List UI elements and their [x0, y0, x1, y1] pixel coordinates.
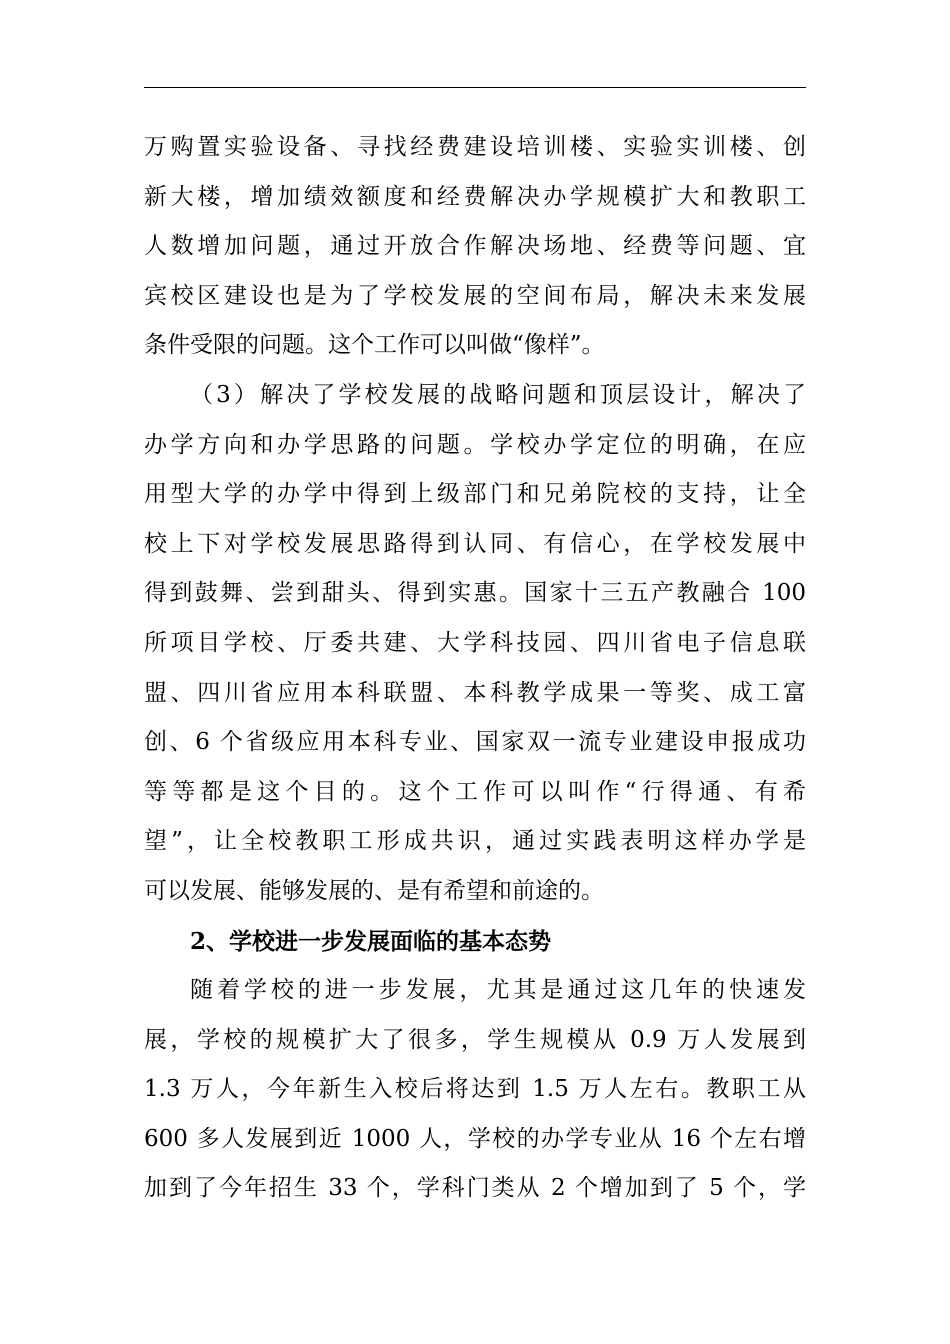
text-line: 盟、四川省应用本科联盟、本科教学成果一等奖、成工富 — [144, 679, 806, 706]
text-line: 展，学校的规模扩大了很多，学生规模从 0.9 万人发展到 — [144, 1026, 806, 1053]
text-line: 所项目学校、厅委共建、大学科技园、四川省电子信息联 — [144, 629, 806, 656]
text-line: 1.3 万人，今年新生入校后将达到 1.5 万人左右。教职工从 — [144, 1076, 806, 1103]
text-line: 得到鼓舞、尝到甜头、得到实惠。国家十三五产教融合 100 — [144, 580, 806, 607]
text-line: （3）解决了学校发展的战略问题和顶层设计，解决了 — [190, 381, 806, 408]
text-line: 随着学校的进一步发展，尤其是通过这几年的快速发 — [190, 977, 806, 1004]
text-line: 人数增加问题，通过开放合作解决场地、经费等问题、宜 — [144, 233, 806, 260]
text-line: 校上下对学校发展思路得到认同、有信心，在学校发展中 — [144, 530, 806, 557]
text-line: 条件受限的问题。这个工作可以叫做“像样”。 — [144, 332, 605, 359]
text-line: 600 多人发展到近 1000 人，学校的办学专业从 16 个左右增 — [144, 1125, 806, 1152]
text-line: 办学方向和办学思路的问题。学校办学定位的明确，在应 — [144, 431, 806, 458]
text-line: 宾校区建设也是为了学校发展的空间布局，解决未来发展 — [144, 282, 806, 309]
text-line: 新大楼，增加绩效额度和经费解决办学规模扩大和教职工 — [144, 183, 806, 210]
text-line: 加到了今年招生 33 个，学科门类从 2 个增加到了 5 个，学 — [144, 1175, 806, 1202]
text-line: 可以发展、能够发展的、是有希望和前途的。 — [144, 877, 604, 904]
document-body — [144, 123, 806, 1214]
text-line: 万购置实验设备、寻找经费建设培训楼、实验实训楼、创 — [144, 134, 806, 160]
header-rule — [144, 87, 806, 88]
text-line: 望”，让全校教职工形成共识，通过实践表明这样办学是 — [144, 828, 806, 855]
text-line: 用型大学的办学中得到上级部门和兄弟院校的支持，让全 — [144, 481, 806, 508]
section-heading: 2、学校进一步发展面临的基本态势 — [190, 927, 552, 955]
text-line: 创、6 个省级应用本科专业、国家双一流专业建设申报成功 — [144, 729, 806, 756]
text-line: 等等都是这个目的。这个工作可以叫作“行得通、有希 — [144, 778, 806, 805]
